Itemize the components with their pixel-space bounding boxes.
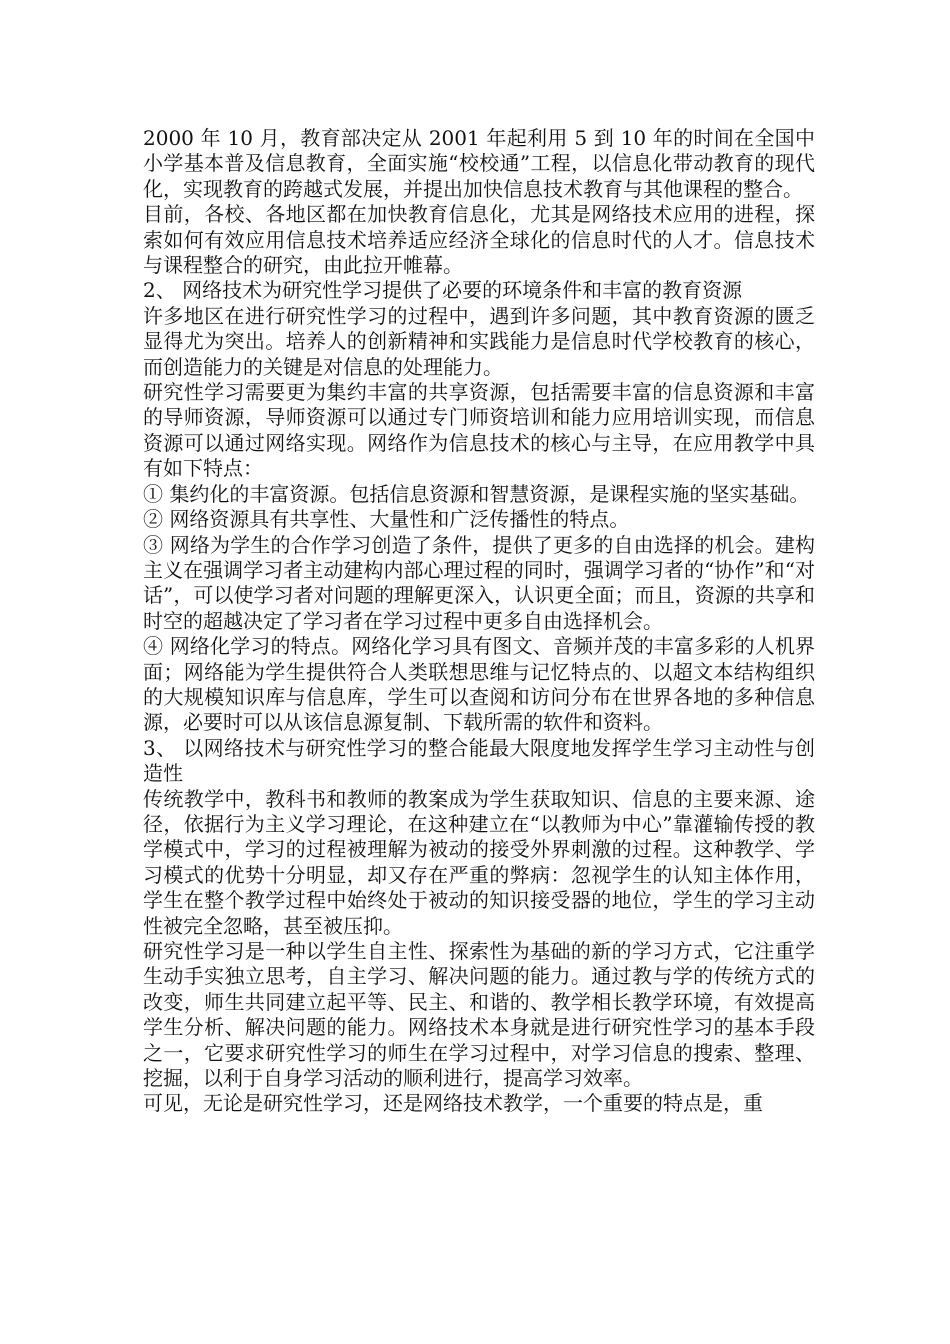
paragraph-shared-resources: 研究性学习需要更为集约丰富的共享资源，包括需要丰富的信息资源和丰富的导师资源，导师资源可以通过专门师资培训和能力应用培训实现，而信息资源可以通过网络实现。网络作为信息技术的核心与主导，在应用教学中具有如下特点： bbox=[143, 380, 815, 481]
paragraph-traditional-teaching: 传统教学中，教科书和教师的教案成为学生获取知识、信息的主要来源、途径，依据行为主义学习理论，在这种建立在“以教师为中心”靠灌输传授的教学模式中，学习的过程被理解为被动的接受外界刺激的过程。这种教学、学习模式的优势十分明显，却又存在严重的弊病：忽视学生的认知主体作用，学生在整个教学过程中始终处于被动的知识接受器的地位，学生的学习主动性被完全忽略，甚至被压抑。 bbox=[143, 786, 815, 938]
paragraph-conclusion: 可见，无论是研究性学习，还是网络技术教学，一个重要的特点是，重 bbox=[143, 1091, 763, 1116]
paragraph-research-learning: 研究性学习是一种以学生自主性、探索性为基础的新的学习方式，它注重学生动手实独立思考，自主学习、解决问题的能力。通过教与学的传统方式的改变，师生共同建立起平等、民主、和谐的、教学相长教学环境，有效提高学生分析、解决问题的能力。网络技术本身就是进行研究性学习的基本手段之一，它要求研究性学习的师生在学习过程中，对学习信息的搜索、整理、挖掘，以利于自身学习活动的顺利进行，提高学习效率。 bbox=[143, 939, 815, 1091]
list-item-2: ② 网络资源具有共享性、大量性和广泛传播性的特点。 bbox=[143, 507, 630, 532]
section-heading-2: 2、 网络技术为研究性学习提供了必要的环境条件和丰富的教育资源 bbox=[143, 278, 743, 303]
list-item-1: ① 集约化的丰富资源。包括信息资源和智慧资源，是课程实施的坚实基础。 bbox=[143, 481, 810, 506]
paragraph-resource-problem: 许多地区在进行研究性学习的过程中，遇到许多问题，其中教育资源的匮乏显得尤为突出。培养人的创新精神和实践能力是信息时代学校教育的核心，而创造能力的关键是对信息的处理能力。 bbox=[143, 303, 815, 379]
section-heading-3: 3、 以网络技术与研究性学习的整合能最大限度地发挥学生学习主动性与创造性 bbox=[143, 735, 815, 786]
paragraph-current-status: 目前，各校、各地区都在加快教育信息化，尤其是网络技术应用的进程，探索如何有效应用信息技术培养适应经济全球化的信息时代的人才。信息技术与课程整合的研究，由此拉开帷幕。 bbox=[143, 202, 815, 278]
list-item-3: ③ 网络为学生的合作学习创造了条件，提供了更多的自由选择的机会。建构主义在强调学习者主动建构内部心理过程的同时，强调学习者的“协作”和“对话”，可以使学习者对问题的理解更深入，认识更全面；而且，资源的共享和时空的超越决定了学习者在学习过程中更多自由选择机会。 bbox=[143, 532, 815, 633]
document-body bbox=[143, 126, 815, 1117]
paragraph-policy: 2000 年 10 月，教育部决定从 2001 年起利用 5 到 10 年的时间在全国中小学基本普及信息教育，全面实施“校校通”工程，以信息化带动教育的现代化，实现教育的跨越式发展，并提出加快信息技术教育与其他课程的整合。 bbox=[143, 126, 815, 201]
list-item-4: ④ 网络化学习的特点。网络化学习具有图文、音频并茂的丰富多彩的人机界面；网络能为学生提供符合人类联想思维与记忆特点的、以超文本结构组织的大规模知识库与信息库，学生可以查阅和访问分布在世界各地的多种信息源，必要时可以从该信息源复制、下载所需的软件和资料。 bbox=[143, 634, 815, 735]
